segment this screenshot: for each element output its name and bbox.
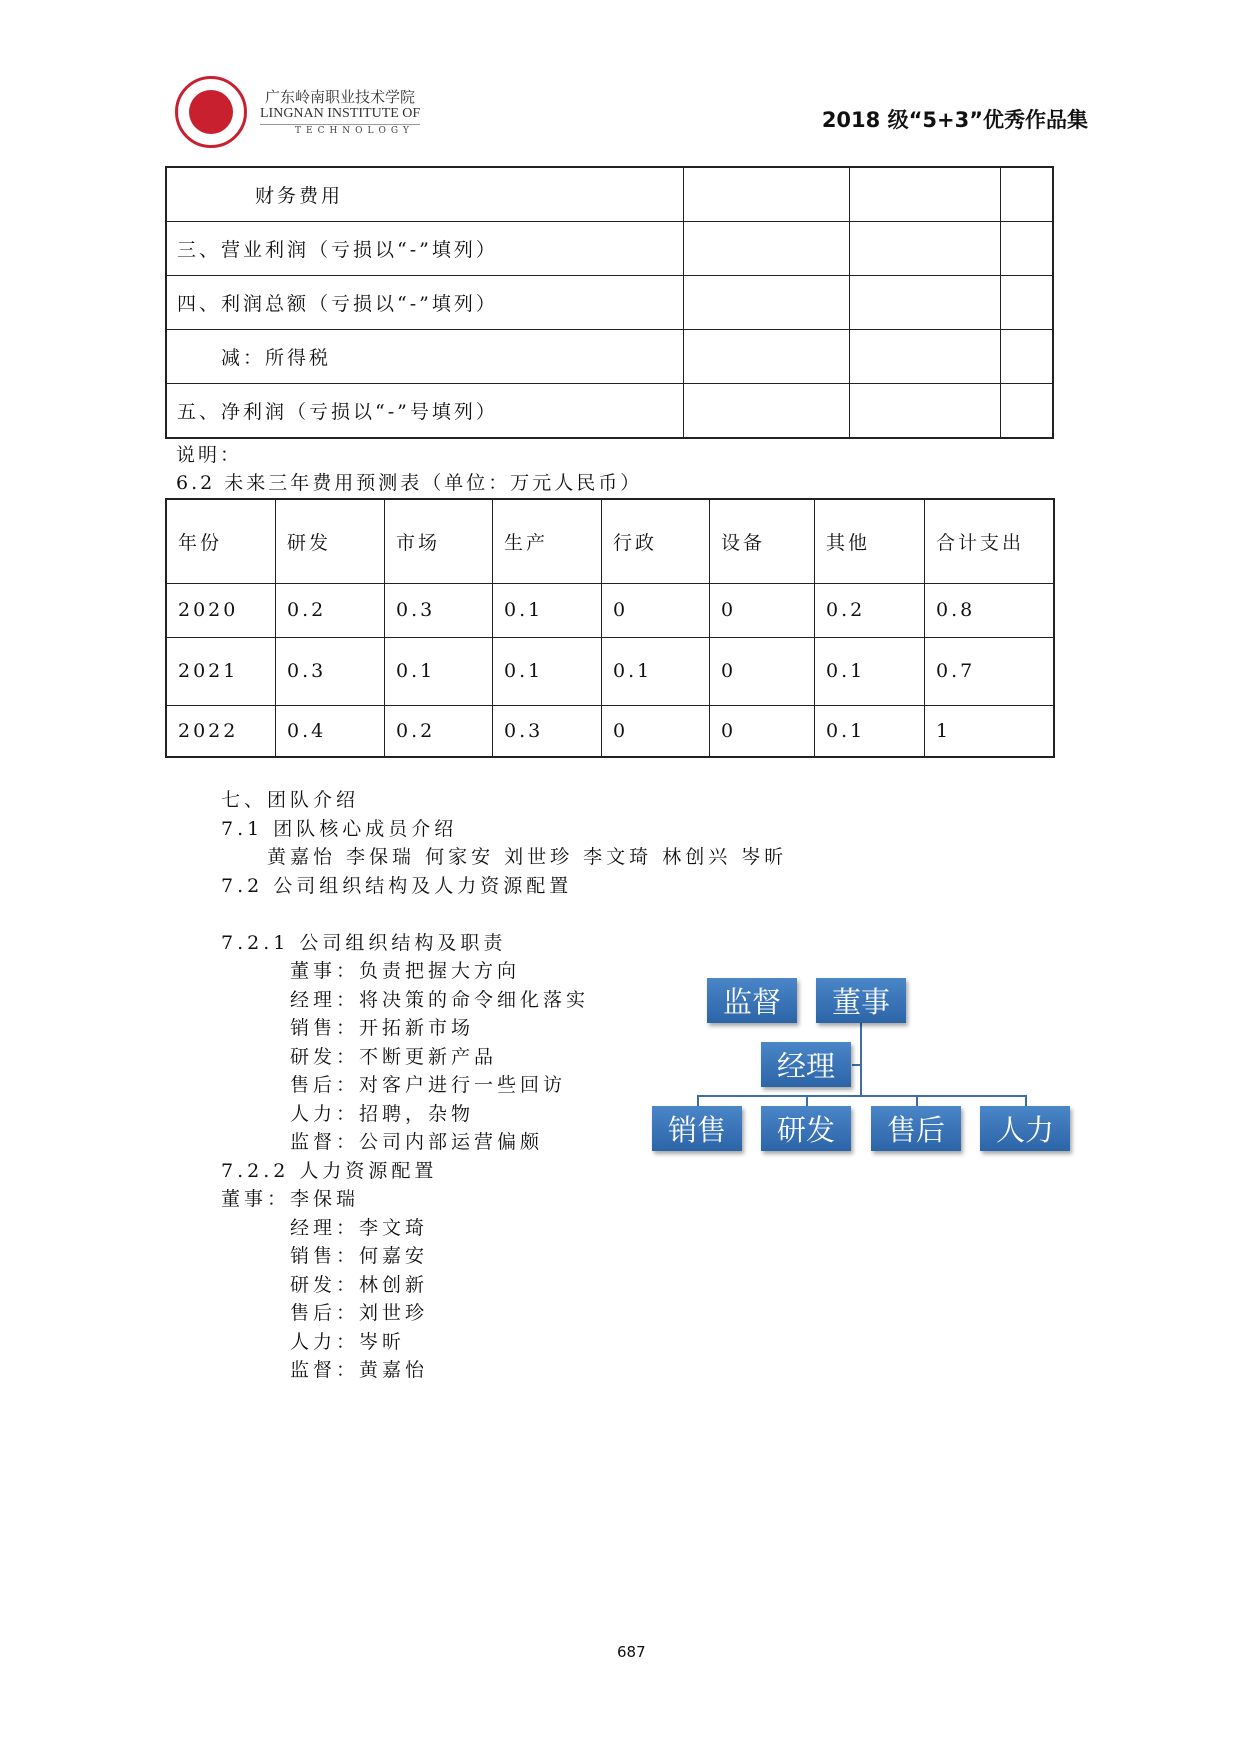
table-cell (850, 384, 1001, 439)
blank-line (221, 900, 787, 929)
duty-line: 人力：招聘，杂物 (221, 1102, 475, 1125)
subsection-heading: 7.2.1 公司组织结构及职责 (221, 931, 507, 954)
table-cell: 0.2 (815, 583, 925, 637)
header-cell: 合计支出 (925, 499, 1055, 583)
table-cell: 0.1 (602, 637, 710, 705)
table-row (166, 384, 1053, 439)
table-cell: 0 (710, 705, 815, 757)
school-name-en: LINGNAN INSTITUTE OF (260, 106, 420, 125)
table-cell (684, 276, 850, 330)
header-title: 2018 级“5+3”优秀作品集 (821, 108, 1088, 132)
org-box-board: 董事 (816, 978, 906, 1023)
table-cell: 0.8 (925, 583, 1055, 637)
table-cell: 0.1 (493, 637, 602, 705)
table-cell: 0.4 (276, 705, 385, 757)
staff-line: 董事：李保瑞 (221, 1188, 360, 1210)
page-number: 687 (617, 1643, 646, 1661)
note-label: 说明： (176, 444, 243, 466)
table-cell: 0 (602, 705, 710, 757)
table-cell: 0.3 (276, 637, 385, 705)
table-cell: 财务费用 (166, 167, 684, 222)
table-cell (1001, 167, 1054, 222)
org-box-rnd: 研发 (761, 1106, 851, 1151)
staff-line: 售后：刘世珍 (221, 1302, 429, 1324)
school-logo (175, 76, 247, 148)
table-cell: 减：所得税 (166, 330, 684, 384)
table-cell (850, 167, 1001, 222)
subsection-heading: 7.2 公司组织结构及人力资源配置 (221, 874, 573, 897)
school-name-tech: TECHNOLOGY (295, 126, 414, 136)
connector-line (852, 1064, 861, 1066)
table-cell: 2022 (166, 705, 276, 757)
table-cell: 三、营业利润（亏损以“-”填列） (166, 222, 684, 276)
org-box-after-sales: 售后 (871, 1106, 961, 1151)
duty-line: 董事：负责把握大方向 (221, 960, 521, 982)
table-cell (684, 167, 850, 222)
table-cell: 2020 (166, 583, 276, 637)
table-cell: 0.1 (493, 583, 602, 637)
table-cell: 0 (710, 583, 815, 637)
table-cell: 四、利润总额（亏损以“-”填列） (166, 276, 684, 330)
table-cell: 1 (925, 705, 1055, 757)
connector-line (916, 1095, 918, 1106)
table-cell: 五、净利润（亏损以“-”号填列） (166, 384, 684, 439)
duty-line: 售后：对客户进行一些回访 (221, 1074, 567, 1096)
org-box-sales: 销售 (652, 1106, 742, 1151)
table-row (166, 330, 1053, 384)
subsection-heading: 7.1 团队核心成员介绍 (221, 817, 458, 840)
org-box-supervisor: 监督 (707, 978, 797, 1023)
connector-line (806, 1095, 808, 1106)
table-cell (684, 222, 850, 276)
table-cell: 0.2 (276, 583, 385, 637)
subsection-heading: 7.2.2 人力资源配置 (221, 1159, 438, 1182)
table-cell: 0 (710, 637, 815, 705)
table-cell: 0.3 (493, 705, 602, 757)
table-cell: 2021 (166, 637, 276, 705)
duty-line: 研发：不断更新产品 (221, 1045, 498, 1068)
table-cell (850, 222, 1001, 276)
header-cell: 行政 (602, 499, 710, 583)
profit-table (165, 166, 1054, 439)
connector-line (1025, 1095, 1027, 1106)
table-cell (1001, 330, 1054, 384)
staff-line: 人力：岑昕 (221, 1330, 406, 1353)
table-cell (850, 330, 1001, 384)
connector-line (697, 1095, 699, 1106)
table-cell: 0.7 (925, 637, 1055, 705)
table-cell (684, 384, 850, 439)
table-row (166, 705, 1054, 757)
table-cell: 0.1 (815, 705, 925, 757)
table-row (166, 167, 1053, 222)
header-cell: 其他 (815, 499, 925, 583)
table-row (166, 637, 1054, 705)
staff-line: 销售：何嘉安 (221, 1245, 429, 1267)
table-row (166, 583, 1054, 637)
table-cell: 0 (602, 583, 710, 637)
table-cell (850, 276, 1001, 330)
header-cell: 年份 (166, 499, 276, 583)
expense-forecast-table (165, 498, 1055, 758)
duty-line: 经理：将决策的命令细化落实 (221, 988, 590, 1011)
table-header-row (166, 499, 1054, 583)
staff-line: 研发：林创新 (221, 1273, 429, 1296)
header-cell: 研发 (276, 499, 385, 583)
table-cell: 0.1 (385, 637, 493, 705)
org-box-hr: 人力 (980, 1106, 1070, 1151)
table-cell: 0.1 (815, 637, 925, 705)
section-heading: 七、团队介绍 (221, 789, 360, 811)
school-name-cn: 广东岭南职业技术学院 (265, 88, 416, 106)
connector-line (697, 1095, 1027, 1097)
connector-line (860, 1023, 862, 1097)
duty-line: 监督：公司内部运营偏颇 (221, 1131, 544, 1153)
org-box-manager: 经理 (761, 1042, 851, 1087)
table-cell (1001, 276, 1054, 330)
header-cell: 设备 (710, 499, 815, 583)
staff-line: 监督：黄嘉怡 (221, 1359, 429, 1381)
table-cell: 0.2 (385, 705, 493, 757)
member-list: 黄嘉怡 李保瑞 何家安 刘世珍 李文琦 林创兴 岑昕 (221, 846, 788, 868)
table-row (166, 276, 1053, 330)
table-cell (684, 330, 850, 384)
header-cell: 市场 (385, 499, 493, 583)
table-row (166, 222, 1053, 276)
table-cell (1001, 384, 1054, 439)
logo-emblem (189, 90, 233, 134)
team-section (221, 786, 787, 1385)
table-cell: 0.3 (385, 583, 493, 637)
staff-line: 经理：李文琦 (221, 1216, 429, 1239)
header-cell: 生产 (493, 499, 602, 583)
table2-title: 6.2 未来三年费用预测表（单位：万元人民币） (176, 472, 643, 494)
duty-line: 销售：开拓新市场 (221, 1017, 475, 1039)
table-cell (1001, 222, 1054, 276)
